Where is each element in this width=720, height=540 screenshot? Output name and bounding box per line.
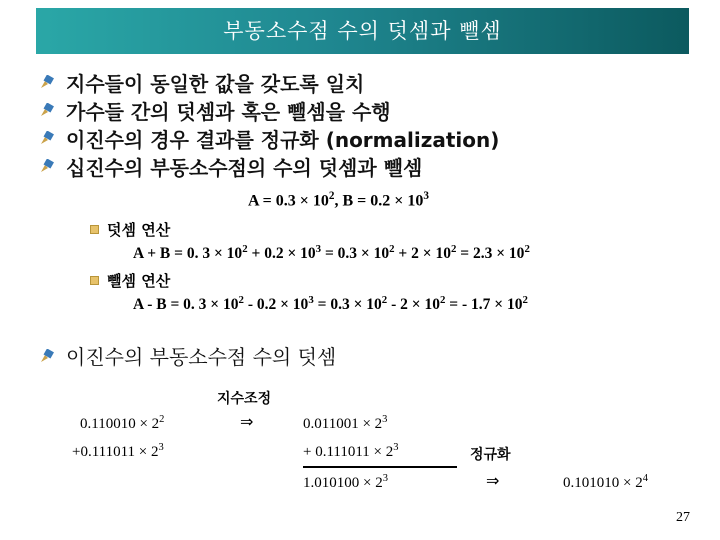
bullet-text: 가수들 간의 덧셈과 혹은 뺄셈을 수행 bbox=[66, 99, 391, 124]
row1-right-exp: 3 bbox=[382, 414, 388, 425]
formula-part: + 0.2 × 10 bbox=[247, 245, 316, 263]
row2-left bbox=[72, 442, 164, 461]
formula-part: = - 1.7 × 10 bbox=[445, 296, 523, 314]
pin-bullet-icon bbox=[40, 159, 54, 173]
normalize-label: 정규화 bbox=[470, 447, 511, 463]
formula-part: - 2 × 10 bbox=[387, 296, 440, 314]
subtraction-heading bbox=[90, 270, 170, 291]
square-bullet-icon bbox=[90, 225, 99, 234]
formula-exp: 2 bbox=[450, 243, 457, 255]
def-b: , B = 0.2 × 10 bbox=[334, 192, 424, 210]
row3-result-exp: 4 bbox=[642, 473, 648, 484]
bullet-item bbox=[40, 152, 499, 180]
bullet-item bbox=[40, 124, 499, 152]
bullet-text: 이진수의 경우 결과를 정규화 (normalization) bbox=[66, 127, 500, 152]
pin-bullet-icon bbox=[40, 103, 54, 117]
row2-right-exp: 3 bbox=[393, 442, 399, 453]
bullet-text: 십진수의 부동소수점의 수의 덧셈과 뺄셈 bbox=[66, 155, 423, 180]
slide-title: 부동소수점 수의 덧셈과 뺄셈 bbox=[36, 8, 689, 54]
bullet-item bbox=[40, 96, 499, 124]
addition-heading bbox=[90, 219, 170, 240]
row2-right bbox=[303, 442, 399, 461]
formula-exp: 2 bbox=[524, 243, 530, 255]
row1-left-exp: 2 bbox=[159, 414, 165, 425]
row3-result-text: 0.101010 × 2 bbox=[563, 475, 643, 491]
row3-sum bbox=[303, 473, 388, 492]
exponent-adjust-label: 지수조정 bbox=[217, 391, 272, 407]
row1-right bbox=[303, 414, 387, 433]
formula-exp: 2 bbox=[242, 243, 248, 255]
page-number: 27 bbox=[676, 510, 690, 525]
ab-definition bbox=[248, 190, 429, 210]
row2-left-text: +0.111011 × 2 bbox=[72, 444, 159, 460]
binary-section-heading-text: 이진수의 부동소수점 수의 덧셈 bbox=[66, 345, 337, 369]
row3-sum-text: 1.010100 × 2 bbox=[303, 475, 383, 491]
formula-exp: 3 bbox=[315, 243, 322, 255]
formula-exp: 2 bbox=[238, 294, 244, 306]
subtraction-formula bbox=[133, 294, 528, 314]
square-bullet-icon bbox=[90, 276, 99, 285]
addition-formula bbox=[133, 243, 530, 263]
formula-exp: 2 bbox=[381, 294, 388, 306]
formula-part: = 0.3 × 10 bbox=[321, 245, 390, 263]
formula-exp: 2 bbox=[439, 294, 446, 306]
row2-right-text: + 0.111011 × 2 bbox=[303, 444, 394, 460]
pin-bullet-icon bbox=[40, 349, 54, 363]
double-right-arrow-icon: ⇒ bbox=[240, 412, 254, 431]
formula-part: = 2.3 × 10 bbox=[456, 245, 525, 263]
bullet-item bbox=[40, 68, 499, 96]
row1-right-text: 0.011001 × 2 bbox=[303, 416, 383, 432]
formula-part: + 2 × 10 bbox=[394, 245, 451, 263]
row2-left-exp: 3 bbox=[158, 442, 164, 453]
formula-part: - 0.2 × 10 bbox=[243, 296, 309, 314]
double-right-arrow-icon: ⇒ bbox=[486, 471, 500, 490]
row1-left bbox=[80, 414, 164, 433]
def-b-exp: 3 bbox=[423, 190, 429, 202]
sum-divider bbox=[303, 466, 457, 468]
formula-part: = 0.3 × 10 bbox=[313, 296, 382, 314]
row1-left-text: 0.110010 × 2 bbox=[80, 416, 160, 432]
pin-bullet-icon bbox=[40, 75, 54, 89]
row3-result bbox=[563, 473, 648, 492]
binary-section-heading bbox=[40, 341, 336, 370]
formula-exp: 2 bbox=[522, 294, 528, 306]
formula-exp: 2 bbox=[389, 243, 395, 255]
bullet-text: 지수들이 동일한 값을 갖도록 일치 bbox=[66, 71, 365, 96]
def-a: A = 0.3 × 10 bbox=[248, 192, 329, 210]
row3-sum-exp: 3 bbox=[382, 473, 388, 484]
bullet-list bbox=[40, 68, 499, 180]
pin-bullet-icon bbox=[40, 131, 54, 145]
formula-part: A + B = 0. 3 × 10 bbox=[133, 245, 243, 263]
addition-heading-text: 덧셈 연산 bbox=[107, 221, 171, 239]
def-a-exp: 2 bbox=[328, 190, 335, 202]
subtraction-heading-text: 뺄셈 연산 bbox=[107, 272, 171, 290]
formula-exp: 3 bbox=[308, 294, 314, 306]
formula-part: A - B = 0. 3 × 10 bbox=[133, 296, 239, 314]
